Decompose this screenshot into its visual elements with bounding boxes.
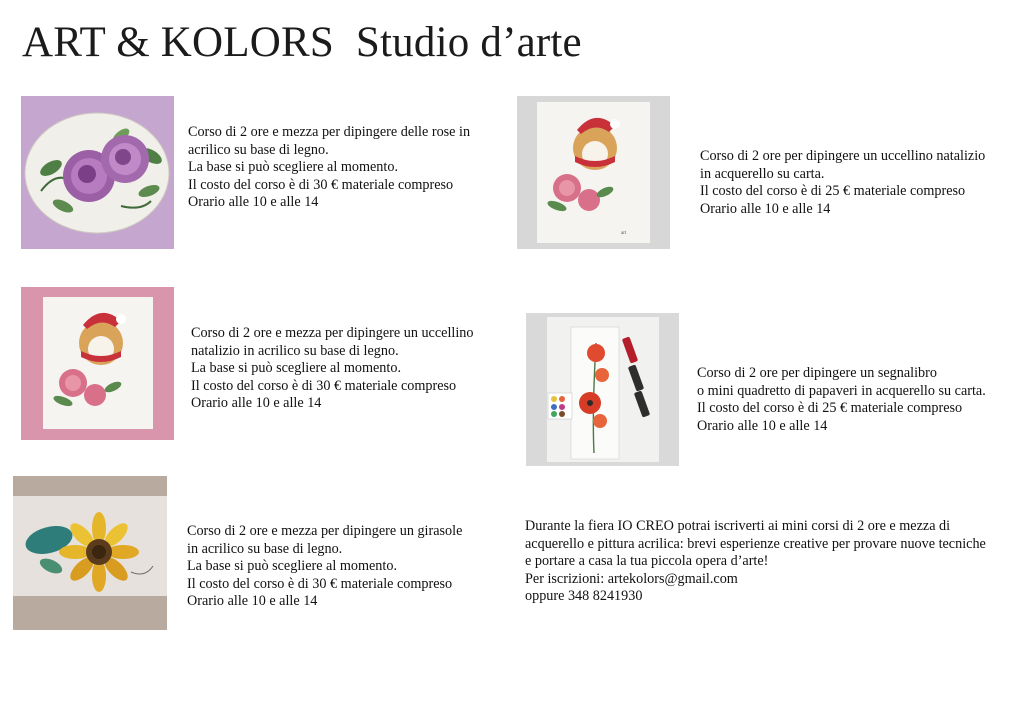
course-text-line: Orario alle 10 e alle 14 <box>188 194 319 211</box>
registration-info <box>525 518 986 606</box>
roses-painting-image <box>21 96 174 249</box>
course-text-line: Corso di 2 ore per dipingere un uccellino natalizio <box>700 148 986 164</box>
course-poppy-description <box>697 365 986 435</box>
contact-phone: oppure 348 8241930 <box>525 588 643 605</box>
course-text-line: Corso di 2 ore per dipingere un segnalibro <box>697 365 937 381</box>
course-text-line: natalizio in acrilico su base di legno. <box>191 342 399 359</box>
course-text-line: Il costo del corso è di 25 € materiale compreso <box>697 400 963 417</box>
sunflower-painting-image <box>13 476 167 630</box>
course-text-line: acrilico su base di legno. <box>188 141 329 158</box>
course-text-line: La base si può scegliere al momento. <box>187 558 397 575</box>
course-sunflower-description <box>187 523 462 611</box>
poppy-bookmark-image <box>526 313 679 466</box>
course-text-line: o mini quadretto di papaveri in acquerello su carta. <box>697 382 986 399</box>
course-text-line: Orario alle 10 e alle 14 <box>191 395 322 412</box>
course-roses-description <box>188 124 470 212</box>
svg-text:art: art <box>621 231 627 236</box>
course-text-line: Il costo del corso è di 25 € materiale compreso <box>700 183 966 200</box>
christmas-bird-watercolor-image <box>517 96 670 249</box>
course-text-line: Il costo del corso è di 30 € materiale compreso <box>187 575 453 592</box>
info-text-line: e portare a casa la tua piccola opera d’arte! <box>525 553 769 570</box>
info-text-line: acquerello e pittura acrilica: brevi esperienze creative per provare nuove tecniche <box>525 535 986 552</box>
course-text-line: Corso di 2 ore e mezza per dipingere un uccellino <box>191 325 474 341</box>
course-bird-watercolor-description <box>700 148 985 218</box>
christmas-bird-acrylic-image <box>21 287 174 440</box>
course-text-line: Il costo del corso è di 30 € materiale compreso <box>191 377 457 394</box>
course-text-line: Il costo del corso è di 30 € materiale compreso <box>188 176 454 193</box>
page-title: ART & KOLORS Studio d’arte <box>22 19 582 66</box>
info-text-line: Durante la fiera IO CREO potrai iscriverti ai mini corsi di 2 ore e mezza di <box>525 518 951 534</box>
course-text-line: La base si può scegliere al momento. <box>188 159 398 176</box>
course-text-line: Orario alle 10 e alle 14 <box>700 200 831 217</box>
course-text-line: Orario alle 10 e alle 14 <box>187 593 318 610</box>
course-text-line: in acrilico su base di legno. <box>187 540 343 557</box>
contact-email: Per iscrizioni: artekolors@gmail.com <box>525 570 738 587</box>
course-text-line: in acquerello su carta. <box>700 165 825 182</box>
course-bird-acrylic-description <box>191 325 473 413</box>
course-text-line: Corso di 2 ore e mezza per dipingere un girasole <box>187 523 463 539</box>
course-text-line: Corso di 2 ore e mezza per dipingere delle rose in <box>188 124 471 140</box>
course-text-line: La base si può scegliere al momento. <box>191 360 401 377</box>
course-text-line: Orario alle 10 e alle 14 <box>697 417 828 434</box>
